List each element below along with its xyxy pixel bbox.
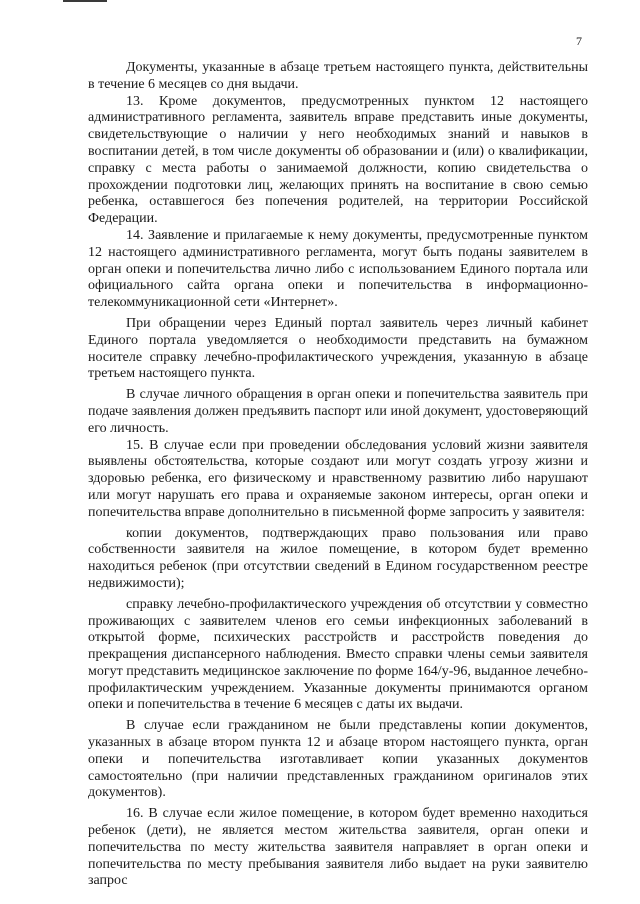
paragraph-unified-portal: При обращении через Единый портал заявитель через личный кабинет Единого портала уведомляется о необходимости представить на бумажном носителе справку лечебно-профилактического учреждения, указанную в абзаце третьем настоящего пункта. (88, 315, 588, 382)
paragraph-personal-visit: В случае личного обращения в орган опеки и попечительства заявитель при подаче заявления должен предъявить паспорт или иной документ, удостоверяющий его личность. (88, 387, 588, 436)
paragraph-document-copies: В случае если гражданином не были представлены копии документов, указанных в абзаце втором пункта 12 и абзаце втором настоящего пункта, орган опеки и попечительства изготавливает копии указанных документов самостоятельно (при наличии представленных гражданином оригиналов этих документов). (88, 718, 588, 801)
scan-edge-mark (63, 0, 107, 2)
paragraph-item-16: 16. В случае если жилое помещение, в котором будет временно находиться ребенок (дети), не является местом жительства заявителя, орган опеки и попечительства по месту жительства заявителя направляет в орган опеки и попечительства по месту пребывания заявителя либо выдает на руки заявителю запрос (88, 806, 588, 889)
paragraph-item-13: 13. Кроме документов, предусмотренных пунктом 12 настоящего административного регламента, заявитель вправе представить иные документы, свидетельствующие о наличии у него необходимых знаний и навыков в воспитании детей, в том числе документы об образовании и (или) о квалификации, справку с места работы о занимаемой должности, копию свидетельства о прохождении подготовки лиц, желающих принять на воспитание в свою семью ребенка, оставшегося без попечения родителей, на территории Российской Федерации. (88, 93, 588, 227)
document-body (88, 60, 588, 890)
page-number: 7 (576, 34, 582, 48)
paragraph-item-14: 14. Заявление и прилагаемые к нему документы, предусмотренные пунктом 12 настоящего административного регламента, могут быть поданы заявителем в орган опеки и попечительства лично либо с использованием Единого портала или официального сайта органа опеки и попечительства в информационно-телекоммуникационной сети «Интернет». (88, 227, 588, 311)
paragraph-validity-note: Документы, указанные в абзаце третьем настоящего пункта, действительны в течение 6 месяцев со дня выдачи. (88, 60, 588, 92)
paragraph-item-15: 15. В случае если при проведении обследования условий жизни заявителя выявлены обстоятельства, которые создают или могут создать угрозу жизни и здоровью ребенка, его физическому и нравственному развитию либо нарушают или могут нарушать его права и охраняемые законом интересы, орган опеки и попечительства вправе дополнительно в письменной форме запросить у заявителя: (88, 437, 588, 520)
paragraph-housing-documents: копии документов, подтверждающих право пользования или право собственности заявителя на жилое помещение, в котором будет временно находиться ребенок (при отсутствии сведений в Едином государственном реестре недвижимости); (88, 525, 588, 591)
paragraph-medical-certificate: справку лечебно-профилактического учреждения об отсутствии у совместно проживающих с заявителем членов его семьи инфекционных заболеваний в открытой форме, психических расстройств и расстройств поведения до прекращения диспансерного наблюдения. Вместо справки члены семьи заявителя могут представить медицинское заключение по форме 164/у-96, выданное лечебно-профилактическим учреждением. Указанные документы принимаются органом опеки и попечительства в течение 6 месяцев с даты их выдачи. (88, 596, 588, 713)
